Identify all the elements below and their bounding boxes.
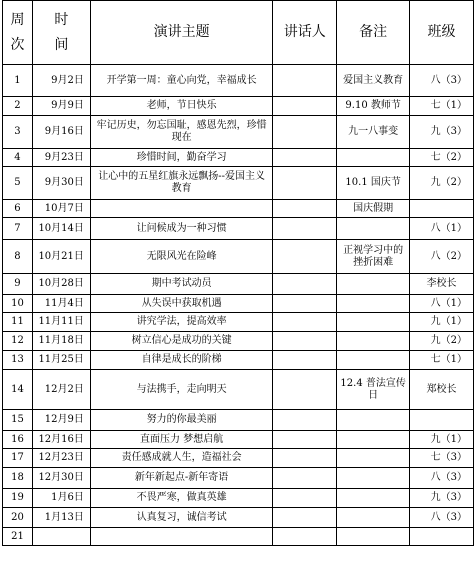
cell-note: 12.4 普法宣传日 [337, 370, 410, 410]
cell-topic [90, 200, 272, 218]
table-row [3, 489, 474, 508]
cell-speaker [273, 410, 337, 431]
table-row [3, 295, 474, 313]
cell-note: 爱国主义教育 [337, 65, 410, 97]
header-date-line-2: 间 [54, 36, 69, 53]
cell-week: 19 [3, 489, 33, 508]
cell-topic: 讲究学法，提高效率 [90, 313, 272, 332]
cell-topic: 珍惜时间，勤奋学习 [90, 149, 272, 167]
cell-speaker [273, 528, 337, 546]
cell-class: 八（1） [410, 218, 474, 240]
cell-week: 13 [3, 351, 33, 370]
cell-class: 七（1） [410, 97, 474, 116]
table-row [3, 97, 474, 116]
table-body [3, 65, 474, 546]
speech-schedule-table [2, 0, 474, 546]
table-row [3, 431, 474, 449]
cell-topic: 认真复习，诚信考试 [90, 508, 272, 528]
table-row [3, 449, 474, 468]
cell-date: 10月28日 [32, 274, 90, 295]
cell-note [337, 351, 410, 370]
cell-class: 九（3） [410, 489, 474, 508]
cell-note [337, 410, 410, 431]
cell-date: 10月7日 [32, 200, 90, 218]
cell-date: 9月16日 [32, 116, 90, 149]
table-row [3, 351, 474, 370]
header-date [32, 1, 90, 65]
cell-date: 9月23日 [32, 149, 90, 167]
cell-week: 6 [3, 200, 33, 218]
cell-week: 20 [3, 508, 33, 528]
table-row [3, 313, 474, 332]
table-row [3, 65, 474, 97]
cell-speaker [273, 116, 337, 149]
cell-week: 15 [3, 410, 33, 431]
cell-speaker [273, 489, 337, 508]
cell-topic: 牢记历史，勿忘国耻，感恩先烈，珍惜现在 [90, 116, 272, 149]
table-row [3, 332, 474, 351]
cell-speaker [273, 332, 337, 351]
cell-topic: 自律是成长的阶梯 [90, 351, 272, 370]
cell-class: 九（1） [410, 431, 474, 449]
cell-week: 9 [3, 274, 33, 295]
cell-class: 李校长 [410, 274, 474, 295]
table-row [3, 508, 474, 528]
cell-date: 12月30日 [32, 468, 90, 489]
cell-note [337, 528, 410, 546]
header-note: 备注 [337, 1, 410, 65]
header-speaker: 讲话人 [273, 1, 337, 65]
cell-topic: 责任感成就人生，造福社会 [90, 449, 272, 468]
table-row [3, 167, 474, 200]
cell-class: 九（2） [410, 167, 474, 200]
header-week [3, 1, 33, 65]
cell-speaker [273, 274, 337, 295]
header-week-line-2: 次 [10, 36, 25, 53]
cell-date: 11月25日 [32, 351, 90, 370]
cell-date: 12月2日 [32, 370, 90, 410]
table-row [3, 240, 474, 274]
cell-date: 10月21日 [32, 240, 90, 274]
table-row [3, 370, 474, 410]
cell-note: 国庆假期 [337, 200, 410, 218]
cell-date: 12月16日 [32, 431, 90, 449]
cell-class: 八（3） [410, 468, 474, 489]
cell-week: 8 [3, 240, 33, 274]
table-row [3, 410, 474, 431]
cell-class [410, 410, 474, 431]
cell-week: 16 [3, 431, 33, 449]
cell-topic: 让问候成为一种习惯 [90, 218, 272, 240]
cell-speaker [273, 65, 337, 97]
table-row [3, 116, 474, 149]
cell-speaker [273, 218, 337, 240]
cell-note [337, 489, 410, 508]
table-row [3, 528, 474, 546]
cell-week: 3 [3, 116, 33, 149]
cell-date: 11月4日 [32, 295, 90, 313]
cell-topic: 让心中的五星红旗永远飘扬--爱国主义教育 [90, 167, 272, 200]
cell-date: 9月2日 [32, 65, 90, 97]
cell-topic: 老师，节日快乐 [90, 97, 272, 116]
cell-note [337, 449, 410, 468]
cell-class: 九（2） [410, 332, 474, 351]
cell-note [337, 332, 410, 351]
cell-class: 七（1） [410, 351, 474, 370]
cell-week: 17 [3, 449, 33, 468]
cell-week: 12 [3, 332, 33, 351]
header-class: 班级 [410, 1, 474, 65]
cell-speaker [273, 468, 337, 489]
cell-topic: 直面压力 梦想启航 [90, 431, 272, 449]
cell-topic [90, 528, 272, 546]
cell-class: 九（3） [410, 116, 474, 149]
schedule-sheet [2, 0, 474, 546]
cell-date: 11月11日 [32, 313, 90, 332]
cell-speaker [273, 351, 337, 370]
cell-speaker [273, 295, 337, 313]
cell-date: 11月18日 [32, 332, 90, 351]
cell-speaker [273, 431, 337, 449]
cell-topic: 开学第一周：童心向党，幸福成长 [90, 65, 272, 97]
cell-topic: 新年新起点-新年寄语 [90, 468, 272, 489]
cell-note: 9.10 教师节 [337, 97, 410, 116]
cell-note: 10.1 国庆节 [337, 167, 410, 200]
cell-topic: 树立信心是成功的关键 [90, 332, 272, 351]
cell-class [410, 528, 474, 546]
cell-class: 七（2） [410, 149, 474, 167]
cell-class [410, 200, 474, 218]
cell-date [32, 528, 90, 546]
cell-speaker [273, 370, 337, 410]
cell-week: 2 [3, 97, 33, 116]
cell-note [337, 149, 410, 167]
cell-week: 21 [3, 528, 33, 546]
cell-note [337, 274, 410, 295]
cell-note [337, 431, 410, 449]
cell-date: 12月9日 [32, 410, 90, 431]
cell-topic: 从失误中获取机遇 [90, 295, 272, 313]
header-date-line-1: 时 [54, 11, 69, 28]
cell-speaker [273, 313, 337, 332]
cell-class: 八（3） [410, 65, 474, 97]
cell-week: 10 [3, 295, 33, 313]
cell-class: 郑校长 [410, 370, 474, 410]
cell-note: 九一八事变 [337, 116, 410, 149]
cell-date: 1月6日 [32, 489, 90, 508]
cell-speaker [273, 508, 337, 528]
table-header-row [3, 1, 474, 65]
cell-note: 正视学习中的挫折困难 [337, 240, 410, 274]
cell-note [337, 313, 410, 332]
cell-class: 八（3） [410, 508, 474, 528]
cell-note [337, 468, 410, 489]
table-row [3, 468, 474, 489]
cell-topic: 不畏严寒，做真英雄 [90, 489, 272, 508]
cell-speaker [273, 449, 337, 468]
cell-week: 4 [3, 149, 33, 167]
cell-week: 5 [3, 167, 33, 200]
cell-week: 14 [3, 370, 33, 410]
cell-week: 7 [3, 218, 33, 240]
cell-week: 1 [3, 65, 33, 97]
cell-note [337, 218, 410, 240]
cell-topic: 努力的你最美丽 [90, 410, 272, 431]
cell-week: 11 [3, 313, 33, 332]
cell-class: 九（1） [410, 313, 474, 332]
table-row [3, 149, 474, 167]
table-row [3, 274, 474, 295]
cell-topic: 无限风光在险峰 [90, 240, 272, 274]
cell-class: 七（3） [410, 449, 474, 468]
header-topic: 演讲主题 [90, 1, 272, 65]
cell-topic: 期中考试动员 [90, 274, 272, 295]
cell-speaker [273, 97, 337, 116]
table-row [3, 200, 474, 218]
cell-note [337, 295, 410, 313]
cell-class: 八（2） [410, 240, 474, 274]
cell-speaker [273, 240, 337, 274]
cell-date: 12月23日 [32, 449, 90, 468]
cell-class: 八（1） [410, 295, 474, 313]
cell-date: 9月30日 [32, 167, 90, 200]
cell-speaker [273, 167, 337, 200]
cell-speaker [273, 149, 337, 167]
cell-note [337, 508, 410, 528]
cell-speaker [273, 200, 337, 218]
cell-topic: 与法携手，走向明天 [90, 370, 272, 410]
header-week-line-1: 周 [10, 11, 25, 28]
table-row [3, 218, 474, 240]
cell-week: 18 [3, 468, 33, 489]
cell-date: 10月14日 [32, 218, 90, 240]
cell-date: 1月13日 [32, 508, 90, 528]
cell-date: 9月9日 [32, 97, 90, 116]
